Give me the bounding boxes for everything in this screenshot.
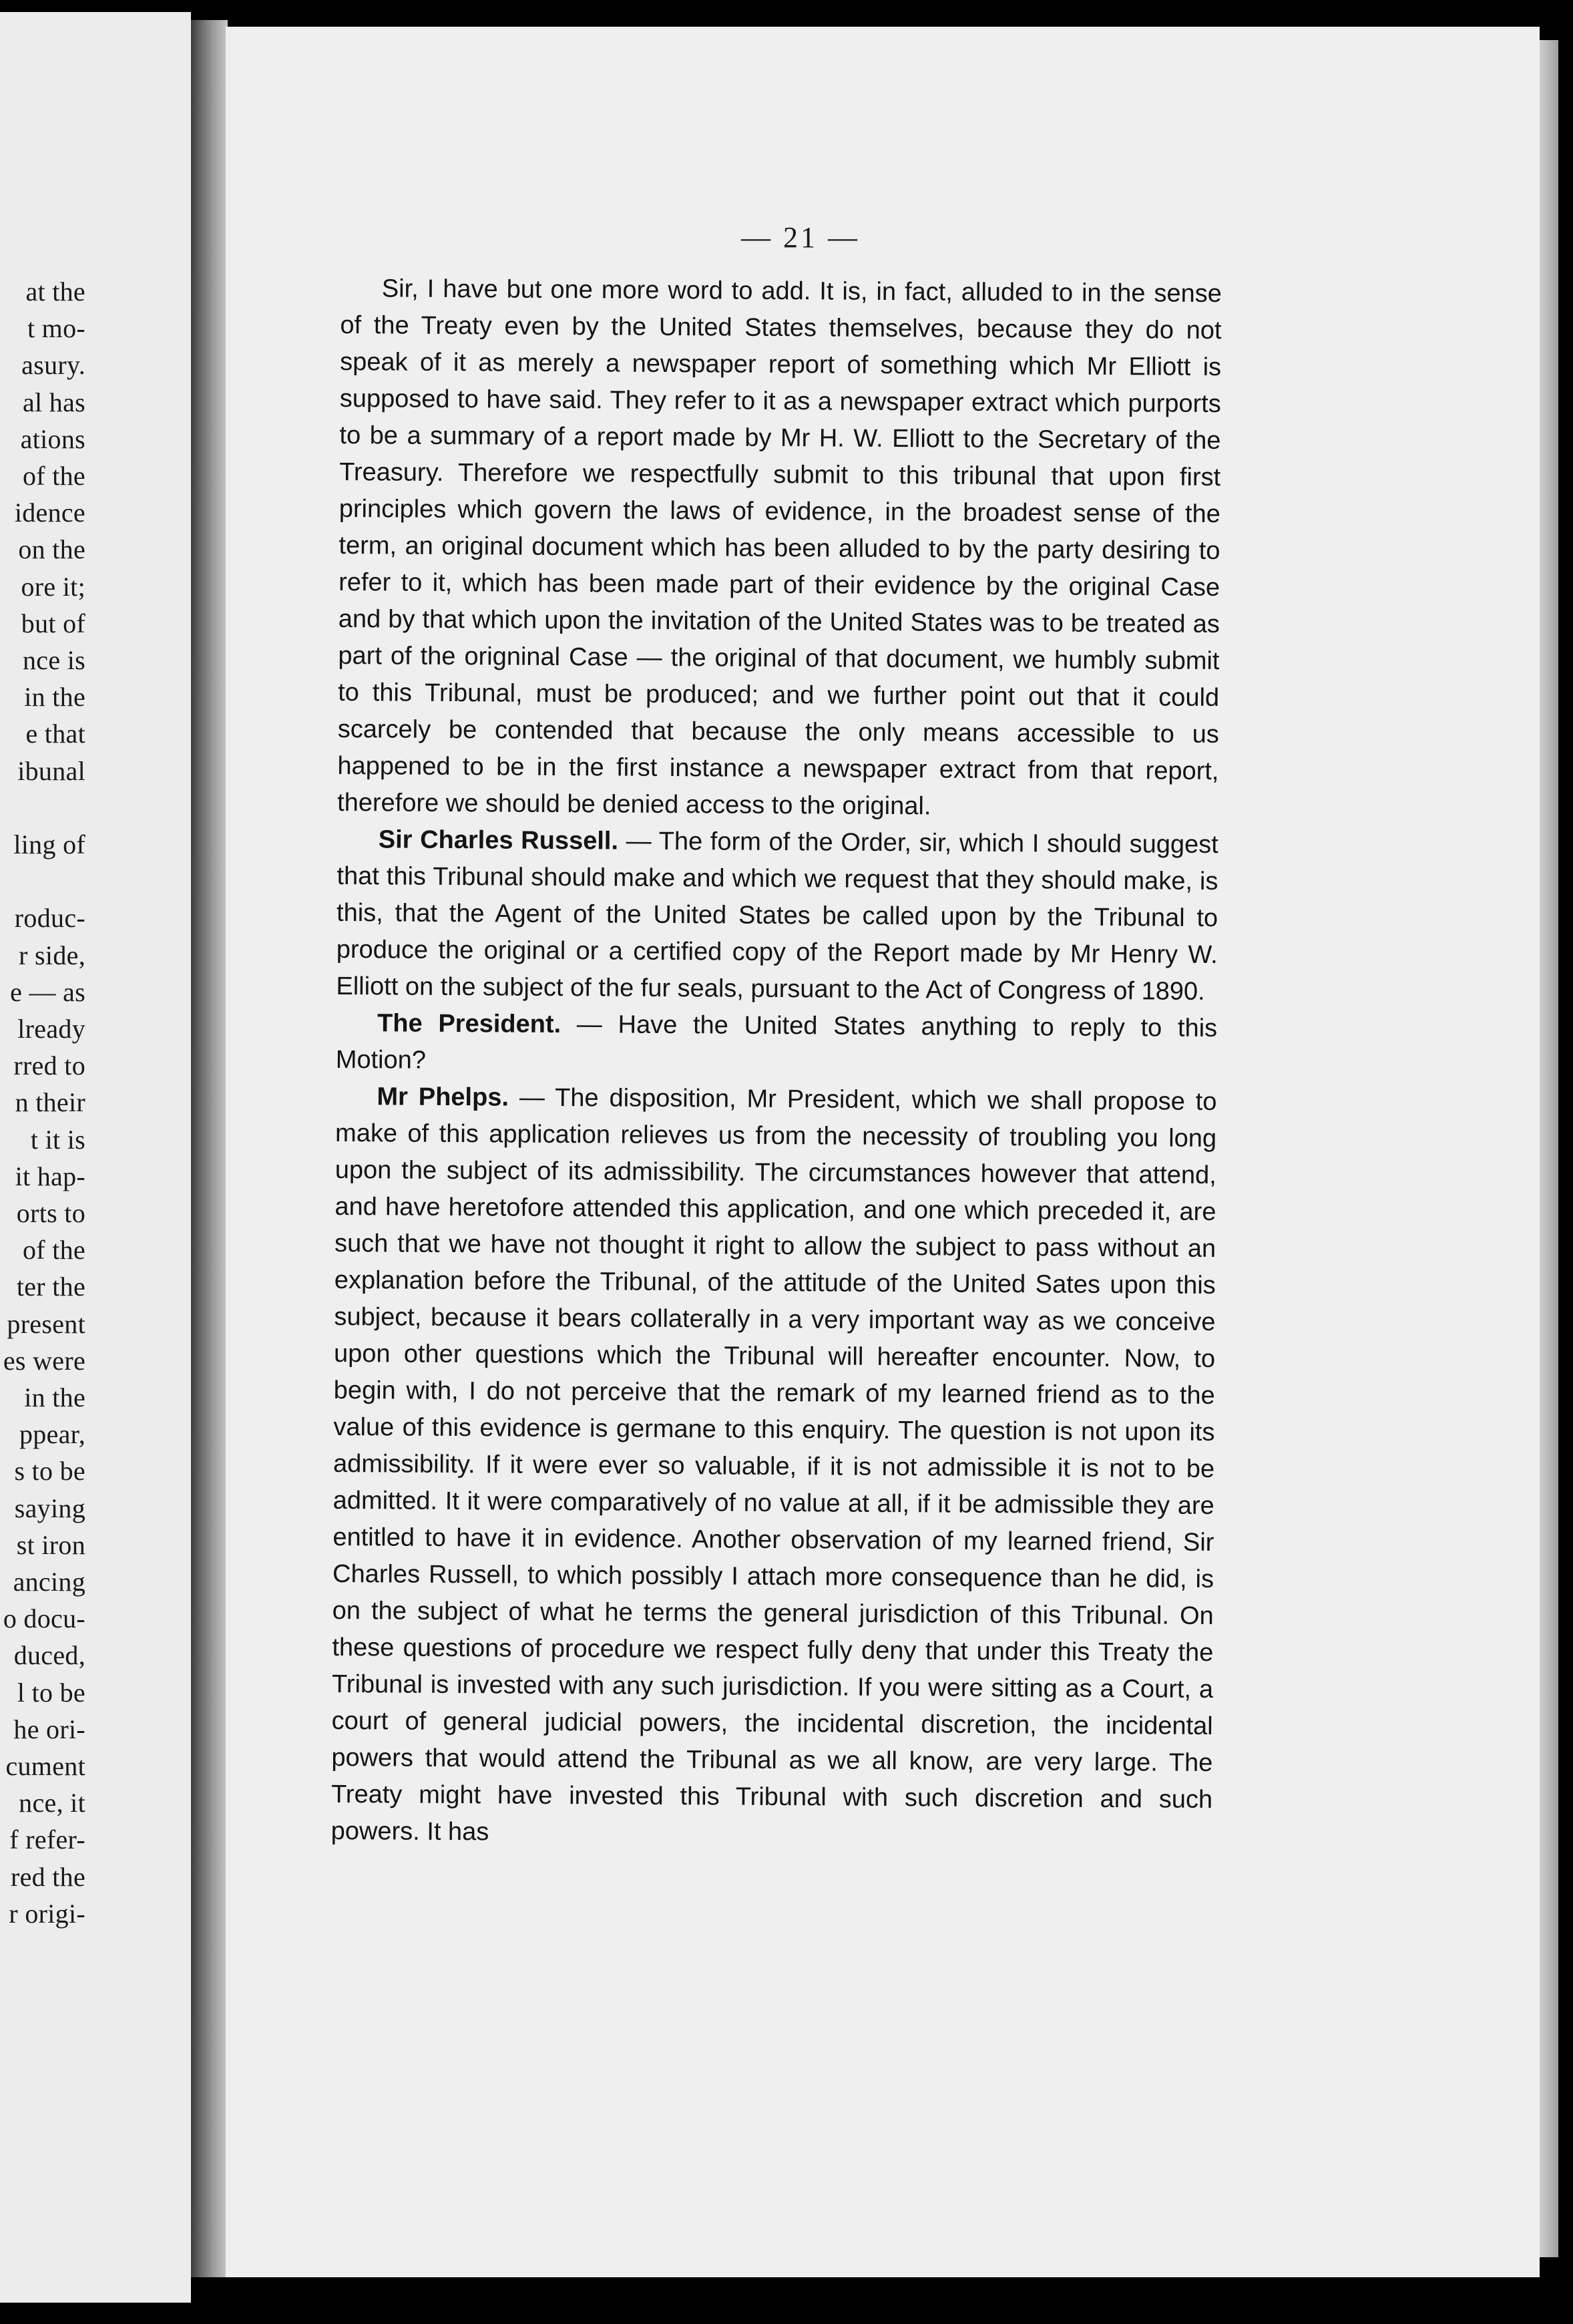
left-page-fragment <box>0 12 191 2303</box>
page-edge <box>1540 40 1558 2257</box>
left-page-line: e that <box>25 719 85 749</box>
body-text <box>331 270 1222 1855</box>
left-page-line: t mo- <box>27 313 85 343</box>
paragraph-text: — The form of the Order, sir, which I should suggest that this Tribunal should make and which we request that they should make, is this, that the Agent of the United States be called upon by the Tribunal to produce the original or a certified copy of the Report made by Mr Henry W. Elliott on the subject of the fur seals, pursuant to the Act of Congress of 1890. <box>336 827 1218 1006</box>
left-page-line: r side, <box>19 940 85 970</box>
paragraph <box>337 270 1222 827</box>
paragraph <box>331 1079 1217 1855</box>
left-page-line: at the <box>25 276 85 307</box>
paragraph <box>336 821 1218 1010</box>
left-page-line: of the <box>23 1235 85 1265</box>
left-page-line: s to be <box>14 1456 85 1486</box>
left-page-line: idence <box>14 498 85 528</box>
left-page-line: st iron <box>16 1530 85 1560</box>
book-gutter <box>191 20 228 2277</box>
left-page-line: on the <box>18 534 85 564</box>
left-page-line: ibunal <box>17 756 85 786</box>
page-number: — 21 — <box>741 221 860 254</box>
left-page-line: e — as <box>10 977 85 1007</box>
left-page-line: f refer- <box>9 1824 85 1855</box>
left-page-line: al has <box>23 387 85 417</box>
left-page-line: ations <box>20 424 85 454</box>
left-page-line: he ori- <box>13 1714 85 1744</box>
speaker-name: Sir Charles Russell. <box>378 825 619 855</box>
left-page-line: nce, it <box>19 1788 85 1818</box>
left-page-line: asury. <box>21 350 85 380</box>
left-page-line: roduc- <box>14 903 85 933</box>
left-page-line: in the <box>24 1382 85 1412</box>
left-page-line: nce is <box>23 645 85 675</box>
left-page-line: orts to <box>16 1198 85 1228</box>
left-page-line: but of <box>21 608 85 638</box>
left-page-line: t it is <box>30 1125 85 1155</box>
left-page-line: red the <box>10 1862 85 1892</box>
left-page-line: n their <box>15 1087 85 1117</box>
left-page-line: ppear, <box>19 1419 85 1449</box>
left-page-line: ter the <box>16 1272 85 1302</box>
speaker-name: The President. <box>377 1009 561 1039</box>
left-page-line: in the <box>24 682 85 712</box>
left-page-line: ore it; <box>21 572 85 602</box>
left-page-line: lready <box>17 1014 85 1044</box>
left-page-line: ancing <box>13 1567 85 1597</box>
paragraph-text: — The disposition, Mr President, which we shall propose to make of this application relieves us from the necessity of troubling you long upon the subject of its admissibility. The circumstances however that attend, and have heretofore attended this application, and one which preceded it, are such that we have not thought it right to allow the subject to pass without an explanation before the Tribunal, of the attitude of the United Sates upon this subject, because it bears collaterally in a very important way as we conceive upon other questions which the Tribunal will hereafter encounter. Now, to begin with, I do not perceive that the remark of my learned friend as to the value of this evidence is germane to this enquiry. The question is not upon its admissibility. If it were ever so valuable, if it is not admissible it is not to be admitted. It it were comparatively of no value at all, if it be admissible they are entitled to have it in evidence. Another observation of my learned friend, Sir Charles Russell, to which possibly I attach more consequence than he did, is on the subject of what he terms the general jurisdiction of this Tribunal. On these questions of procedure we respect fully deny that under this Treaty the Tribunal is invested with any such jurisdiction. If you were sitting as a Court, a court of general judicial powers, the incidental discretion, the incidental powers that would attend the Tribunal as we all know, are very large. The Treaty might have invested this Tribunal with such discretion and such powers. It has <box>330 1083 1217 1847</box>
left-page-line: o docu- <box>3 1603 85 1633</box>
left-page-line: saying <box>14 1493 85 1523</box>
paragraph <box>336 1005 1218 1084</box>
speaker-name: Mr Phelps. <box>377 1083 509 1112</box>
paragraph-text: Sir, I have but one more word to add. It is, in fact, alluded to in the sense of the Treaty even by the United States themselves, because they do not speak of it as merely a newspaper report of something which Mr Elliott is supposed to have said. They refer to it as a newspaper extract which purports to be a summary of a report made by Mr H. W. Elliott to the Secretary of the Treasury. Therefore we respectfully submit to this tribunal that upon first principles which govern the laws of evidence, in the broadest sense of the term, an original document which has been alluded to by the party desiring to refer to it, which has been made part of their evidence by the original Case and by that which upon the invitation of the United States was to be treated as part of the origninal Case — the original of that document, we humbly submit to this Tribunal, must be produced; and we further point out that it could scarcely be contended that because the only means accessible to us happened to be in the first instance a newspaper extract from that report, therefore we should be denied access to the original. <box>337 274 1222 821</box>
left-page-line: cument <box>5 1751 85 1781</box>
left-page-line: it hap- <box>15 1161 85 1191</box>
left-page-line: es were <box>3 1346 85 1376</box>
left-page-line: present <box>7 1309 85 1339</box>
paragraph-text: — Have the United States anything to reply to this Motion? <box>335 1010 1218 1075</box>
left-page-line: of the <box>23 461 85 491</box>
left-page-line: l to be <box>17 1678 85 1708</box>
left-page-line: rred to <box>13 1050 85 1081</box>
left-page-line: ling of <box>13 829 85 859</box>
left-page-line: r origi- <box>9 1899 85 1929</box>
left-page-line: duced, <box>13 1640 85 1670</box>
